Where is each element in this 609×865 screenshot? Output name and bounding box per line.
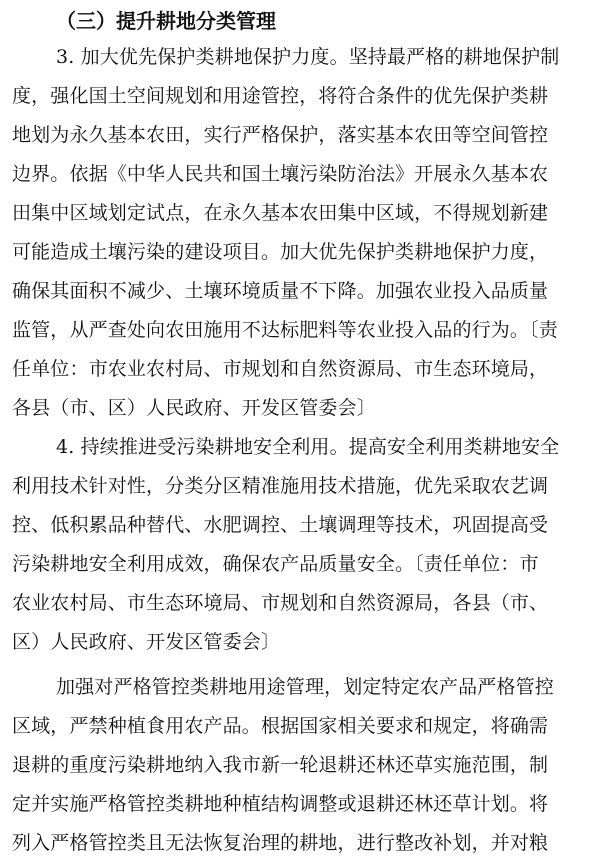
paragraph-line: 加强对严格管控类耕地用途管理，划定特定农产品严格管控 (56, 676, 554, 698)
paragraph-line: 任单位：市农业农村局、市规划和自然资源局、市生态环境局， (12, 358, 549, 380)
paragraph-line: 度，强化国土空间规划和用途管控，将符合条件的优先保护类耕 (12, 85, 549, 107)
section-heading: （三）提升耕地分类管理 (56, 9, 276, 33)
paragraph-line: 4. 持续推进受污染耕地安全利用。提高安全利用类耕地安全 (56, 436, 560, 458)
paragraph-line: 利用技术针对性，分类分区精准施用技术措施，优先采取农艺调 (12, 475, 549, 497)
paragraph-line: 污染耕地安全利用成效，确保农产品质量安全。〔责任单位：市 (12, 553, 539, 575)
paragraph-line: 田集中区域划定试点，在永久基本农田集中区域，不得规划新建 (12, 202, 549, 224)
paragraph-line: 各县（市、区）人民政府、开发区管委会〕 (12, 397, 376, 419)
paragraph-line: 确保其面积不减少、土壤环境质量不下降。加强农业投入品质量 (12, 280, 549, 302)
paragraph-line: 列入严格管控类且无法恢复治理的耕地，进行整改补划，并对粮 (12, 832, 549, 854)
paragraph-line: 边界。依据《中华人民共和国土壤污染防治法》开展永久基本农 (12, 163, 549, 185)
paragraph-line: 区域，严禁种植食用农产品。根据国家相关要求和规定，将确需 (12, 715, 549, 737)
paragraph-line: 地划为永久基本农田，实行严格保护，落实基本农田等空间管控 (12, 124, 549, 146)
paragraph-line: 定并实施严格管控类耕地种植结构调整或退耕还林还草计划。将 (12, 793, 549, 815)
paragraph-line: 农业农村局、市生态环境局、市规划和自然资源局，各县（市、 (12, 592, 549, 614)
paragraph-line: 控、低积累品种替代、水肥调控、土壤调理等技术，巩固提高受 (12, 514, 549, 536)
paragraph-line: 可能造成土壤污染的建设项目。加大优先保护类耕地保护力度， (12, 241, 549, 263)
paragraph-line: 3. 加大优先保护类耕地保护力度。坚持最严格的耕地保护制 (56, 46, 560, 68)
paragraph-line: 退耕的重度污染耕地纳入我市新一轮退耕还林还草实施范围，制 (12, 754, 549, 776)
paragraph-line: 监管，从严查处向农田施用不达标肥料等农业投入品的行为。〔责 (12, 319, 558, 341)
paragraph-line: 区）人民政府、开发区管委会〕 (12, 631, 281, 653)
